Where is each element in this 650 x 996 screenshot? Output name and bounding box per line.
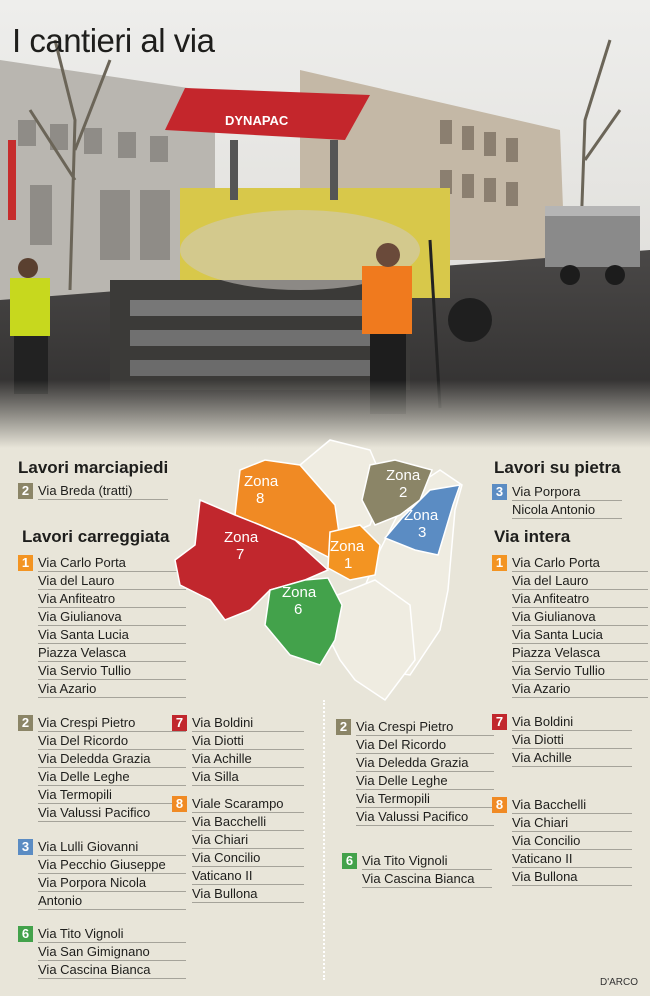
row-rule bbox=[192, 731, 304, 732]
zone-badge: 7 bbox=[172, 715, 187, 731]
street-name: Via Lulli Giovanni bbox=[38, 839, 139, 854]
street-name: Viale Scarampo bbox=[192, 796, 284, 811]
photo-road-works bbox=[0, 0, 650, 448]
row-rule bbox=[38, 978, 186, 979]
row-rule bbox=[512, 813, 632, 814]
zone-badge: 1 bbox=[18, 555, 33, 571]
row-rule bbox=[356, 771, 494, 772]
zone-badge: 7 bbox=[492, 714, 507, 730]
row-rule bbox=[512, 867, 632, 868]
zone-badge: 8 bbox=[172, 796, 187, 812]
row-rule bbox=[356, 753, 494, 754]
street-name: Via Servio Tullio bbox=[512, 663, 605, 678]
street-name: Antonio bbox=[38, 893, 83, 908]
street-name: Via Deledda Grazia bbox=[38, 751, 151, 766]
row-rule bbox=[512, 500, 622, 501]
row-rule bbox=[38, 855, 186, 856]
street-name: Via del Lauro bbox=[38, 573, 115, 588]
row-rule bbox=[512, 643, 648, 644]
row-rule bbox=[192, 830, 304, 831]
row-rule bbox=[512, 571, 648, 572]
street-name: Via Silla bbox=[192, 769, 239, 784]
heading-via-intera: Via intera bbox=[494, 527, 571, 546]
row-rule bbox=[362, 887, 492, 888]
street-name: Nicola Antonio bbox=[512, 502, 596, 517]
row-rule bbox=[512, 607, 648, 608]
machine-brand: DYNAPAC bbox=[225, 113, 289, 128]
street-name: Via Anfiteatro bbox=[512, 591, 590, 606]
row-rule bbox=[38, 821, 186, 822]
row-rule bbox=[512, 589, 648, 590]
row-rule bbox=[38, 625, 186, 626]
street-name: Vaticano II bbox=[192, 868, 253, 883]
street-name: Via Tito Vignoli bbox=[38, 926, 124, 941]
street-name: Via Porpora bbox=[512, 484, 581, 499]
street-name: Via Giulianova bbox=[512, 609, 596, 624]
street-name: Via Deledda Grazia bbox=[356, 755, 469, 770]
street-name: Via Bullona bbox=[512, 869, 578, 884]
zone-badge: 3 bbox=[18, 839, 33, 855]
row-rule bbox=[38, 589, 186, 590]
map-label-zona-3: Zona 3 bbox=[404, 507, 439, 541]
page-title: I cantieri al via bbox=[12, 22, 215, 59]
street-name: Via Termopili bbox=[38, 787, 112, 802]
row-rule bbox=[38, 499, 168, 500]
heading-lavori-marciapiedi: Lavori marciapiedi bbox=[18, 458, 169, 477]
heading-lavori-su-pietra: Lavori su pietra bbox=[494, 458, 621, 477]
street-name: Via Achille bbox=[192, 751, 252, 766]
row-rule bbox=[38, 661, 186, 662]
street-name: Via Delle Leghe bbox=[38, 769, 130, 784]
street-name: Via Valussi Pacifico bbox=[38, 805, 151, 820]
zone-badge: 2 bbox=[336, 719, 351, 735]
row-rule bbox=[38, 571, 186, 572]
row-rule bbox=[192, 785, 304, 786]
row-rule bbox=[38, 785, 186, 786]
row-rule bbox=[192, 866, 304, 867]
row-rule bbox=[356, 735, 494, 736]
map-label-zona-8: Zona 8 bbox=[244, 473, 279, 507]
street-name: Via Carlo Porta bbox=[38, 555, 126, 570]
zone-badge: 2 bbox=[18, 483, 33, 499]
row-rule bbox=[512, 831, 632, 832]
row-rule bbox=[38, 942, 186, 943]
row-rule bbox=[38, 873, 186, 874]
row-rule bbox=[356, 807, 494, 808]
zone-badge: 6 bbox=[18, 926, 33, 942]
street-name: Via Tito Vignoli bbox=[362, 853, 448, 868]
row-rule bbox=[38, 767, 186, 768]
row-rule bbox=[512, 885, 632, 886]
street-name: Via Breda (tratti) bbox=[38, 483, 133, 498]
street-name: Via Carlo Porta bbox=[512, 555, 600, 570]
street-name: Via Diotti bbox=[192, 733, 244, 748]
row-rule bbox=[38, 607, 186, 608]
row-rule bbox=[192, 884, 304, 885]
street-name: Via Termopili bbox=[356, 791, 430, 806]
zone-badge: 2 bbox=[18, 715, 33, 731]
street-name: Via Crespi Pietro bbox=[356, 719, 454, 734]
street-name: Via Concilio bbox=[512, 833, 581, 848]
street-name: Via Boldini bbox=[192, 715, 254, 730]
street-name: Via Del Ricordo bbox=[356, 737, 447, 752]
street-name: Via Pecchio Giuseppe bbox=[38, 857, 166, 872]
row-rule bbox=[512, 625, 648, 626]
zone-badge: 8 bbox=[492, 797, 507, 813]
street-name: Via Delle Leghe bbox=[356, 773, 448, 788]
row-rule bbox=[512, 748, 632, 749]
street-name: Via San Gimignano bbox=[38, 944, 150, 959]
row-rule bbox=[38, 749, 186, 750]
credit: D'ARCO bbox=[599, 977, 638, 988]
row-rule bbox=[38, 803, 186, 804]
zone-badge: 6 bbox=[342, 853, 357, 869]
street-name: Via Chiari bbox=[192, 832, 249, 847]
street-name: Via Bacchelli bbox=[192, 814, 267, 829]
row-rule bbox=[38, 697, 186, 698]
row-rule bbox=[192, 902, 304, 903]
row-rule bbox=[512, 697, 648, 698]
row-rule bbox=[512, 661, 648, 662]
street-name: Via Bacchelli bbox=[512, 797, 587, 812]
row-rule bbox=[362, 869, 492, 870]
street-name: Piazza Velasca bbox=[38, 645, 127, 660]
row-rule bbox=[512, 730, 632, 731]
street-name: Via Boldini bbox=[512, 714, 574, 729]
street-name: Via Porpora Nicola bbox=[38, 875, 147, 890]
row-rule bbox=[38, 731, 186, 732]
street-name: Via Chiari bbox=[512, 815, 569, 830]
street-name: Via Cascina Bianca bbox=[38, 962, 151, 977]
row-rule bbox=[356, 789, 494, 790]
street-name: Via Diotti bbox=[512, 732, 564, 747]
street-name: Piazza Velasca bbox=[512, 645, 601, 660]
row-rule bbox=[38, 960, 186, 961]
street-name: Via Achille bbox=[512, 750, 572, 765]
map-label-zona-1: Zona 1 bbox=[330, 538, 365, 572]
row-rule bbox=[38, 679, 186, 680]
row-rule bbox=[192, 848, 304, 849]
street-name: Via Crespi Pietro bbox=[38, 715, 136, 730]
street-name: Vaticano II bbox=[512, 851, 573, 866]
zone-badge: 3 bbox=[492, 484, 507, 500]
street-name: Via Giulianova bbox=[38, 609, 122, 624]
row-rule bbox=[38, 643, 186, 644]
row-rule bbox=[38, 891, 186, 892]
map-label-zona-2: Zona 2 bbox=[386, 467, 421, 501]
row-rule bbox=[356, 825, 494, 826]
street-name: Via Azario bbox=[512, 681, 571, 696]
street-name: Via Cascina Bianca bbox=[362, 871, 475, 886]
heading-lavori-carreggiata: Lavori carreggiata bbox=[22, 527, 170, 546]
street-name: Via Del Ricordo bbox=[38, 733, 129, 748]
zone-badge: 1 bbox=[492, 555, 507, 571]
row-rule bbox=[38, 909, 186, 910]
row-rule bbox=[192, 812, 304, 813]
row-rule bbox=[512, 849, 632, 850]
row-rule bbox=[512, 766, 632, 767]
row-rule bbox=[512, 679, 648, 680]
street-name: Via Anfiteatro bbox=[38, 591, 116, 606]
row-rule bbox=[192, 749, 304, 750]
street-name: Via Santa Lucia bbox=[512, 627, 603, 642]
street-name: Via Azario bbox=[38, 681, 97, 696]
row-rule bbox=[512, 518, 622, 519]
street-name: Via del Lauro bbox=[512, 573, 589, 588]
street-name: Via Santa Lucia bbox=[38, 627, 129, 642]
map-label-zona-6: Zona 6 bbox=[282, 584, 317, 618]
street-name: Via Valussi Pacifico bbox=[356, 809, 469, 824]
street-name: Via Bullona bbox=[192, 886, 258, 901]
street-name: Via Servio Tullio bbox=[38, 663, 131, 678]
milan-zones-map bbox=[170, 430, 470, 710]
column-divider bbox=[323, 700, 325, 980]
row-rule bbox=[192, 767, 304, 768]
street-name: Via Concilio bbox=[192, 850, 261, 865]
map-label-zona-7: Zona 7 bbox=[224, 529, 259, 563]
